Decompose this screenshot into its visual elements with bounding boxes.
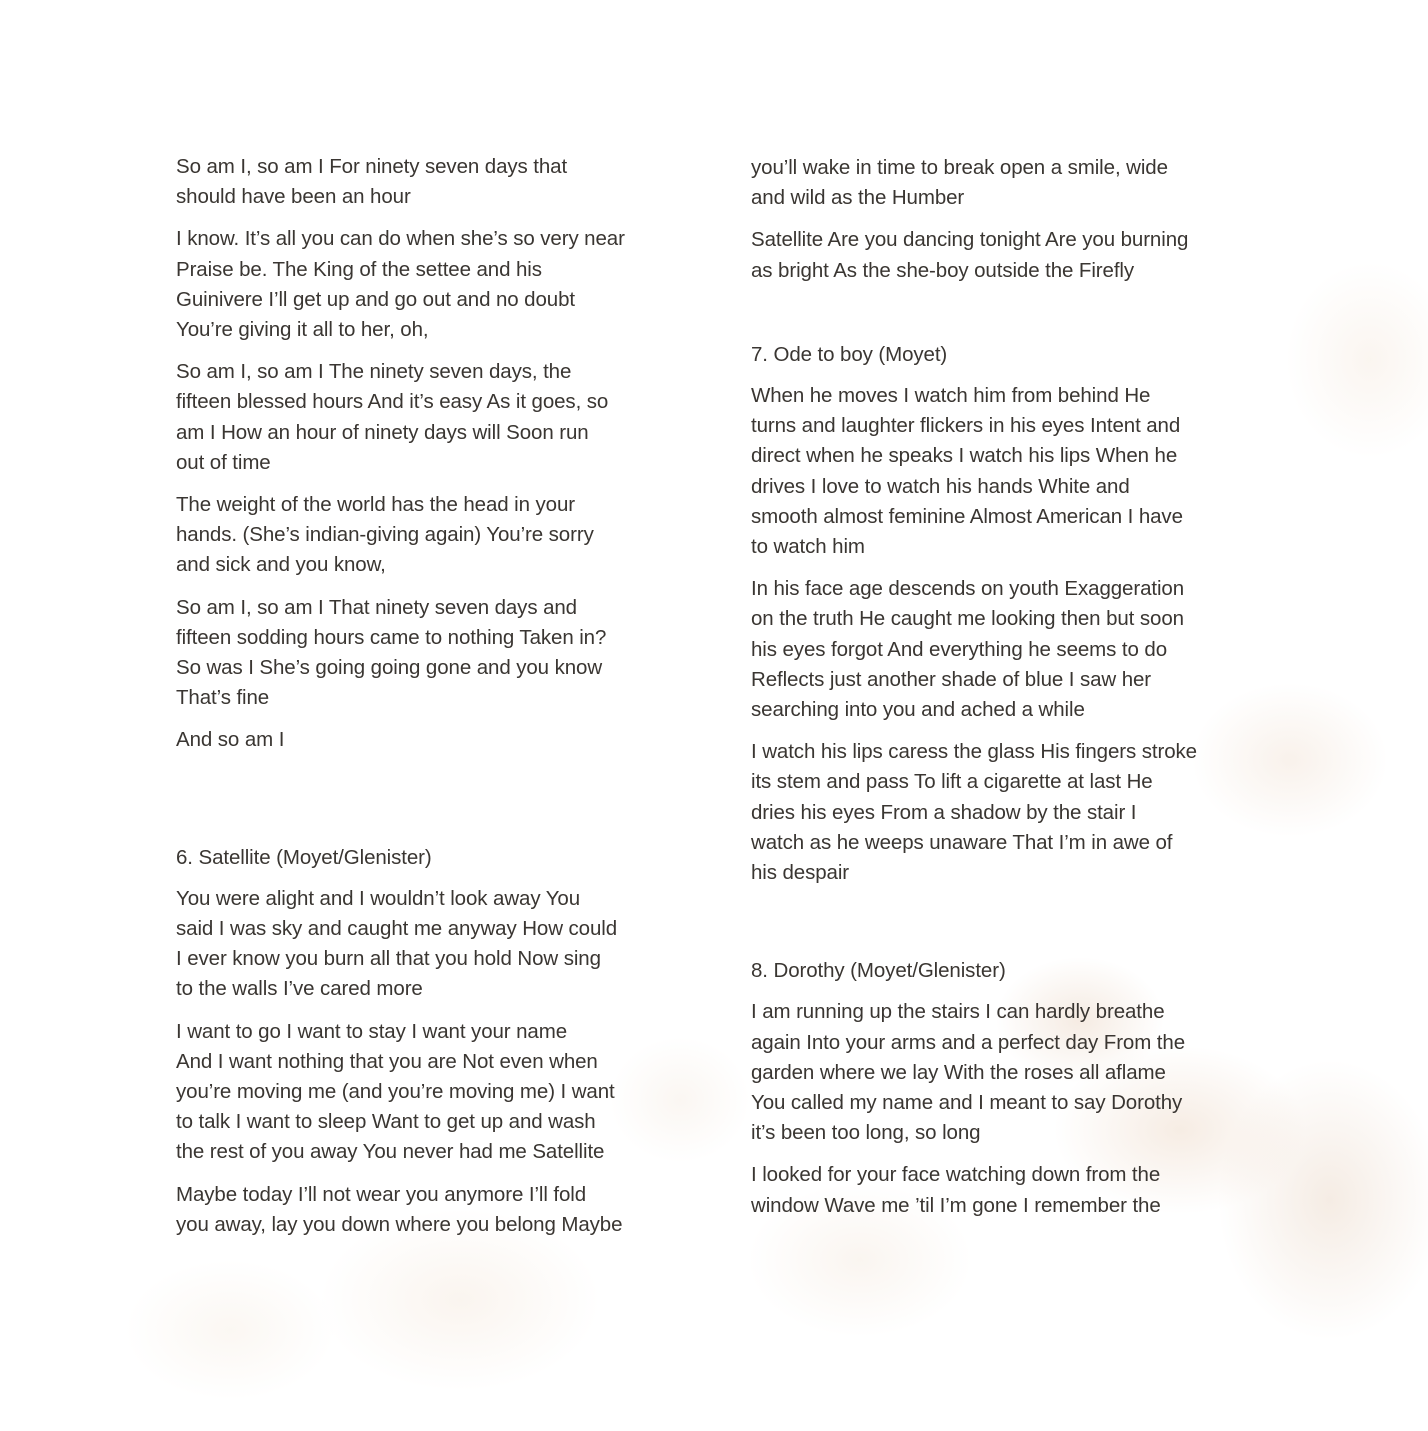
lyric-line: I want to go I want to stay I want your name [176, 1019, 567, 1043]
lyric-line: I know. It’s all you can do when she’s so very near [176, 227, 625, 251]
lyric-line: So am I, so am I The ninety seven days, the [176, 360, 572, 384]
stanza [176, 884, 676, 1005]
lyric-line: That’s fine [176, 686, 270, 710]
lyric-line: And so am I [176, 728, 285, 752]
lyric-line: window Wave me ’til I’m gone I remember the [751, 1193, 1161, 1217]
lyric-line: am I How an hour of ninety days will Soon run [176, 420, 589, 444]
stanza [751, 153, 1251, 213]
stanza [751, 1160, 1251, 1220]
song-satellite-continued [751, 153, 1251, 286]
stanza [176, 224, 676, 345]
lyric-line: You were alight and I wouldn’t look away You [176, 886, 580, 910]
lyric-line: you’ll wake in time to break open a smile, wide [751, 156, 1168, 179]
lyric-line: In his face age descends on youth Exaggeration [751, 577, 1185, 601]
right-column [751, 153, 1251, 1233]
lyric-line: as bright As the she-boy outside the Firefly [751, 258, 1135, 282]
song-title: 8. Dorothy (Moyet/Glenister) [751, 959, 1006, 983]
lyric-line: I ever know you burn all that you hold Now sing [176, 947, 601, 971]
lyric-line: said I was sky and caught me anyway How could [176, 917, 618, 941]
lyric-line: I watch his lips caress the glass His fingers stroke [751, 740, 1197, 764]
stanza [176, 490, 676, 581]
lyric-line: You’re giving it all to her, oh, [176, 318, 429, 342]
lyric-line: again Into your arms and a perfect day From the [751, 1030, 1185, 1054]
lyric-line: So was I She’s going going gone and you know [176, 656, 603, 680]
lyric-line: searching into you and ached a while [751, 698, 1085, 722]
stanza [751, 997, 1251, 1148]
lyric-line: fifteen blessed hours And it’s easy As it goes, so [176, 390, 609, 414]
lyric-line: on the truth He caught me looking then but soon [751, 607, 1184, 631]
lyric-line: The weight of the world has the head in your [176, 493, 576, 517]
stanza [751, 381, 1251, 562]
stanza [176, 725, 676, 755]
stanza [751, 737, 1251, 888]
lyric-line: Satellite Are you dancing tonight Are you burning [751, 228, 1189, 252]
lyric-line: turns and laughter flickers in his eyes Intent and [751, 414, 1181, 438]
stanza [176, 1180, 676, 1240]
song-ode-to-boy [751, 340, 1251, 888]
lyric-line: Maybe today I’ll not wear you anymore I’ll fold [176, 1182, 587, 1206]
lyric-line: you away, lay you down where you belong Maybe [176, 1212, 623, 1236]
lyric-line: his despair [751, 861, 850, 885]
lyric-line: You called my name and I meant to say Dorothy [751, 1091, 1183, 1115]
lyric-line: fifteen sodding hours came to nothing Taken in? [176, 625, 607, 649]
lyric-line: I am running up the stairs I can hardly breathe [751, 1000, 1165, 1024]
song-5-lyrics [176, 152, 676, 756]
stanza [751, 574, 1251, 725]
song-title: 7. Ode to boy (Moyet) [751, 342, 948, 366]
lyric-line: Guinivere I’ll get up and go out and no doubt [176, 287, 575, 311]
song-satellite [176, 843, 676, 1240]
lyric-line: the rest of you away You never had me Satellite [176, 1140, 605, 1164]
lyric-line: So am I, so am I For ninety seven days that [176, 155, 568, 178]
lyric-line: its stem and pass To lift a cigarette at last He [751, 770, 1153, 794]
stanza [176, 1017, 676, 1168]
lyric-line: out of time [176, 450, 271, 474]
lyric-line: to talk I want to sleep Want to get up and wash [176, 1110, 596, 1134]
stanza [751, 225, 1251, 285]
lyric-line: smooth almost feminine Almost American I have [751, 504, 1183, 528]
lyric-line: Praise be. The King of the settee and his [176, 257, 542, 281]
lyric-line: So am I, so am I That ninety seven days and [176, 595, 577, 619]
lyric-line: garden where we lay With the roses all aflame [751, 1060, 1166, 1084]
lyric-line: dries his eyes From a shadow by the stair I [751, 800, 1137, 824]
lyric-line: it’s been too long, so long [751, 1121, 981, 1145]
lyric-line: should have been an hour [176, 185, 411, 209]
lyric-line: drives I love to watch his hands White and [751, 474, 1130, 498]
left-column [176, 152, 676, 1252]
stanza [176, 593, 676, 714]
lyric-line: his eyes forgot And everything he seems to do [751, 637, 1168, 661]
lyric-line: And I want nothing that you are Not even when [176, 1049, 598, 1073]
lyric-line: Reflects just another shade of blue I saw her [751, 667, 1152, 691]
lyric-line: and sick and you know, [176, 553, 386, 577]
lyric-line: watch as he weeps unaware That I’m in awe of [751, 830, 1173, 854]
song-dorothy [751, 956, 1251, 1221]
lyric-line: you’re moving me (and you’re moving me) I want [176, 1080, 615, 1104]
lyric-line: I looked for your face watching down from the [751, 1163, 1161, 1187]
lyric-line: direct when he speaks I watch his lips When he [751, 444, 1178, 468]
song-title: 6. Satellite (Moyet/Glenister) [176, 845, 432, 869]
stanza [176, 357, 676, 478]
lyric-line: to watch him [751, 535, 865, 559]
stanza [176, 152, 676, 212]
lyric-line: and wild as the Humber [751, 186, 965, 210]
lyric-line: to the walls I’ve cared more [176, 977, 423, 1001]
lyric-line: hands. (She’s indian-giving again) You’re sorry [176, 523, 594, 547]
lyric-line: When he moves I watch him from behind He [751, 384, 1151, 408]
